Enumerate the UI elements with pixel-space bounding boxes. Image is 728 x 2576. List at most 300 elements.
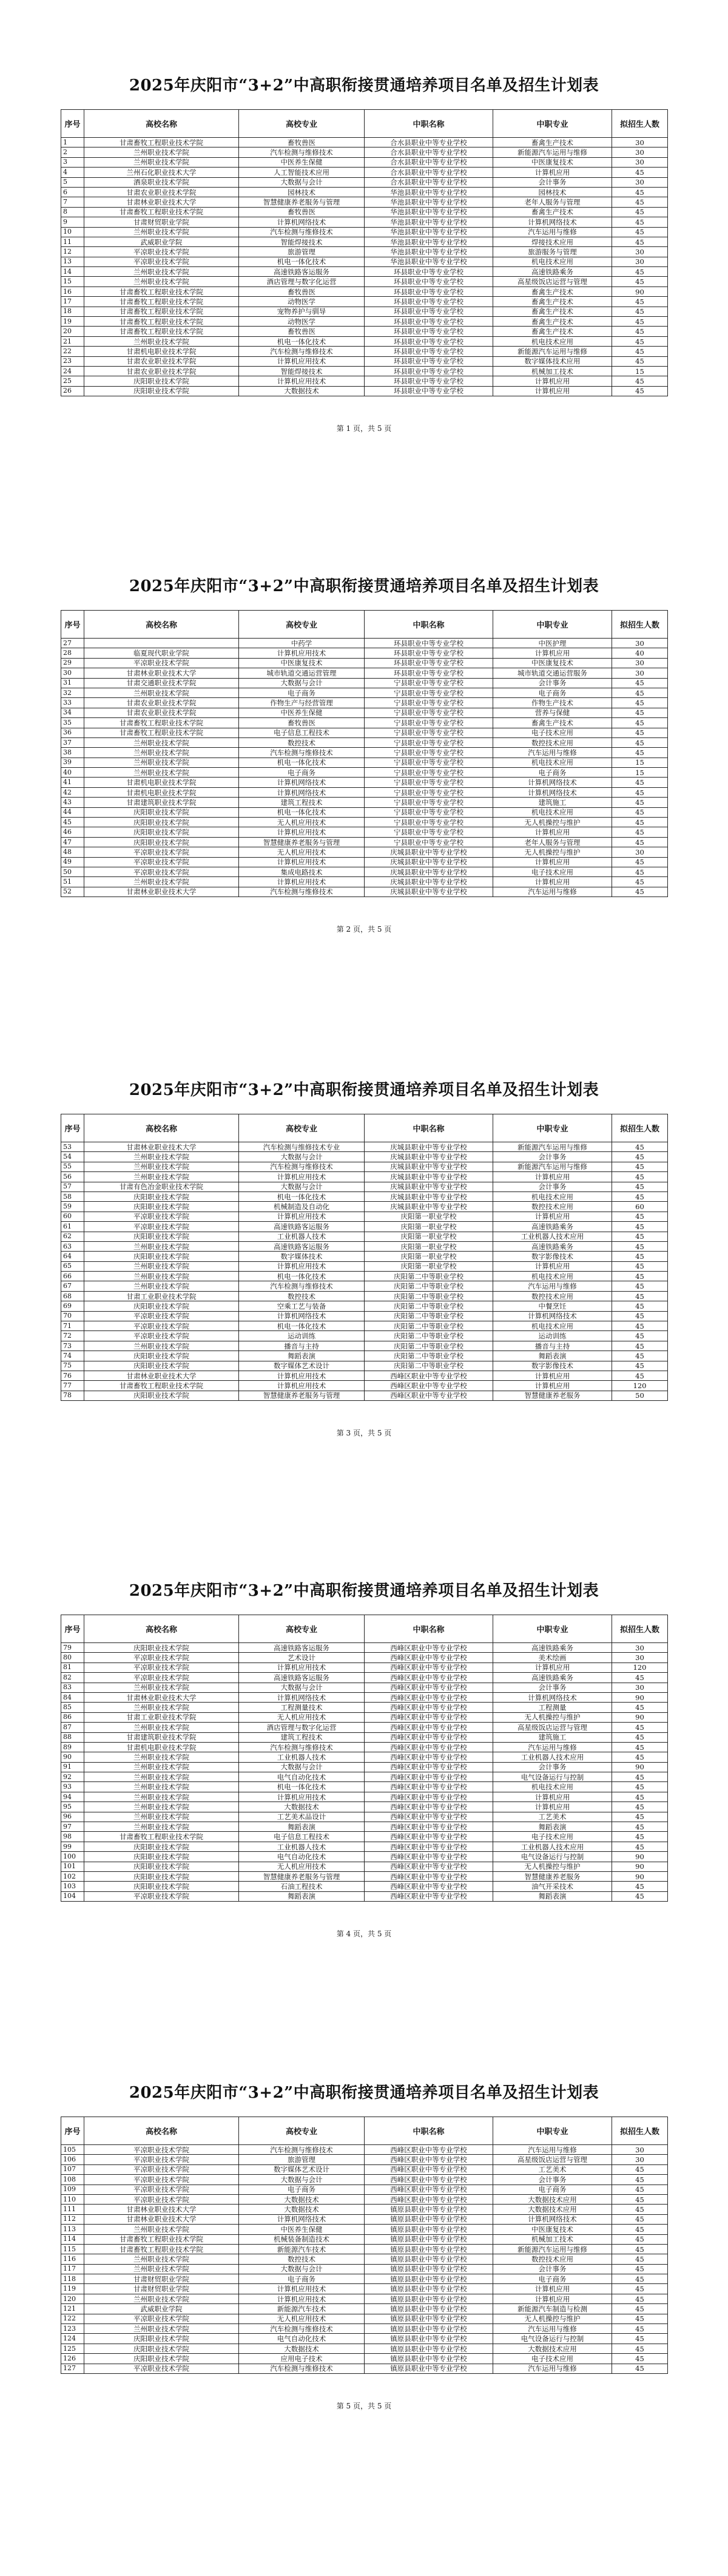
cell-school-major: 计算机应用 (493, 2294, 612, 2303)
column-header-college: 高校名称 (84, 110, 239, 138)
cell-college: 兰州职业技术学院 (84, 1341, 239, 1351)
cell-college-major: 空乘工艺与装备 (239, 1301, 365, 1311)
cell-school-major: 机电技术应用 (493, 1782, 612, 1792)
cell-school: 西峰区职业中等专业学校 (365, 1782, 493, 1792)
cell-college-major: 无人机应用技术 (239, 1862, 365, 1871)
table-row (61, 1321, 668, 1331)
cell-college: 庆阳职业技术学院 (84, 1643, 239, 1653)
cell-school: 西峰区职业中等专业学校 (365, 1673, 493, 1683)
cell-no: 81 (61, 1663, 84, 1672)
page-footer: 第 3 页，共 5 页 (336, 1429, 392, 1437)
cell-school-major: 汽车运用与维修 (493, 2364, 612, 2373)
cell-no: 39 (61, 758, 84, 767)
cell-school: 宁县职业中等专业学校 (365, 827, 493, 837)
cell-college-major: 园林技术 (239, 187, 365, 197)
page-footer: 第 2 页，共 5 页 (336, 925, 392, 934)
cell-no: 4 (61, 168, 84, 177)
table-row (61, 2264, 668, 2274)
cell-quota: 45 (612, 297, 668, 307)
cell-quota: 45 (612, 1752, 668, 1762)
table-row (61, 778, 668, 787)
table-row (61, 2175, 668, 2185)
cell-school-major: 焊接技术应用 (493, 237, 612, 246)
cell-college-major: 汽车检测与维修技术专业 (239, 1142, 365, 1152)
cell-no: 24 (61, 366, 84, 376)
cell-college-major: 中医养生保健 (239, 708, 365, 717)
cell-school: 镇原县职业中等专业学校 (365, 2354, 493, 2364)
cell-school-major: 计算机应用 (493, 1371, 612, 1380)
cell-no: 117 (61, 2264, 84, 2274)
cell-college: 平凉职业技术学院 (84, 1222, 239, 1232)
cell-school-major: 会计事务 (493, 177, 612, 187)
table-row (61, 787, 668, 797)
cell-college: 甘肃畜牧工程职业技术学院 (84, 207, 239, 217)
cell-school-major: 无人机操控与维护 (493, 847, 612, 857)
table-row (61, 1212, 668, 1221)
cell-school-major: 大数据技术应用 (493, 2344, 612, 2353)
page-footer: 第 4 页，共 5 页 (336, 1930, 392, 1938)
cell-college-major: 舞蹈表演 (239, 1351, 365, 1361)
cell-college-major: 大数据与会计 (239, 1182, 365, 1191)
cell-quota: 45 (612, 1891, 668, 1901)
column-header-school-major: 中职专业 (493, 1615, 612, 1643)
cell-college-major: 大数据与会计 (239, 177, 365, 187)
cell-quota: 45 (612, 688, 668, 697)
cell-school-major: 计算机应用 (493, 648, 612, 658)
cell-college: 兰州职业技术学院 (84, 1703, 239, 1712)
cell-school: 华池县职业中等专业学校 (365, 207, 493, 217)
cell-quota: 45 (612, 1772, 668, 1782)
table-row (61, 1391, 668, 1400)
enrollment-plan-table (61, 610, 668, 897)
cell-no: 87 (61, 1723, 84, 1732)
cell-college-major: 计算机应用技术 (239, 648, 365, 658)
cell-school: 庆城县职业中等专业学校 (365, 1191, 493, 1201)
page-title: 2025年庆阳市“3+2”中高职衔接贯通培养项目名单及招生计划表 (129, 1582, 599, 1600)
cell-quota: 50 (612, 1391, 668, 1400)
cell-quota: 45 (612, 187, 668, 197)
cell-quota: 30 (612, 1683, 668, 1692)
cell-school-major: 计算机网络技术 (493, 778, 612, 787)
table-row (61, 837, 668, 847)
cell-college: 庆阳职业技术学院 (84, 1191, 239, 1201)
column-header-school-major: 中职专业 (493, 110, 612, 138)
cell-college-major: 计算机应用技术 (239, 1663, 365, 1672)
cell-school-major: 城市轨道交通运营服务 (493, 668, 612, 678)
cell-no: 46 (61, 827, 84, 837)
cell-quota: 45 (612, 197, 668, 207)
table-row (61, 1361, 668, 1371)
cell-school: 宁县职业中等专业学校 (365, 787, 493, 797)
cell-college-major: 计算机应用技术 (239, 2294, 365, 2303)
cell-college-major: 大数据技术 (239, 2205, 365, 2214)
cell-no: 18 (61, 307, 84, 316)
table-row (61, 1371, 668, 1380)
cell-school: 环县职业中等专业学校 (365, 386, 493, 396)
cell-college-major: 计算机网络技术 (239, 2214, 365, 2224)
cell-college-major: 畜牧兽医 (239, 207, 365, 217)
cell-no: 124 (61, 2334, 84, 2344)
cell-college-major: 汽车检测与维修技术 (239, 1281, 365, 1291)
cell-school: 西峰区职业中等专业学校 (365, 2164, 493, 2174)
cell-quota: 30 (612, 847, 668, 857)
table-row (61, 2344, 668, 2353)
column-header-school-major: 中职专业 (493, 2117, 612, 2145)
cell-school-major: 计算机应用 (493, 168, 612, 177)
cell-school: 宁县职业中等专业学校 (365, 698, 493, 708)
cell-college: 平凉职业技术学院 (84, 1891, 239, 1901)
column-header-college: 高校名称 (84, 1114, 239, 1142)
cell-school-major: 中医康复技术 (493, 157, 612, 167)
page-footer: 第 1 页，共 5 页 (336, 424, 392, 433)
cell-quota: 45 (612, 2344, 668, 2353)
table-row (61, 257, 668, 266)
table-row (61, 1792, 668, 1802)
cell-college: 甘肃畜牧工程职业技术学院 (84, 317, 239, 327)
cell-quota: 45 (612, 267, 668, 277)
cell-school: 西峰区职业中等专业学校 (365, 2194, 493, 2204)
table-row (61, 138, 668, 147)
page-title: 2025年庆阳市“3+2”中高职衔接贯通培养项目名单及招生计划表 (129, 76, 599, 95)
table-row (61, 1663, 668, 1672)
cell-school: 镇原县职业中等专业学校 (365, 2324, 493, 2334)
cell-college-major: 电子商务 (239, 688, 365, 697)
cell-no: 67 (61, 1281, 84, 1291)
cell-no: 22 (61, 347, 84, 356)
table-row (61, 247, 668, 257)
cell-no: 123 (61, 2324, 84, 2334)
cell-no: 116 (61, 2254, 84, 2264)
cell-college: 兰州职业技术学院 (84, 227, 239, 237)
table-row (61, 1832, 668, 1842)
cell-school-major: 畜禽生产技术 (493, 327, 612, 336)
cell-school-major: 中餐烹饪 (493, 1301, 612, 1311)
cell-no: 44 (61, 807, 84, 817)
cell-college-major: 大数据技术 (239, 386, 365, 396)
cell-college-major: 无人机应用技术 (239, 847, 365, 857)
column-header-no: 序号 (61, 2117, 84, 2145)
cell-school: 镇原县职业中等专业学校 (365, 2274, 493, 2284)
cell-school-major: 无人机操控与维护 (493, 1712, 612, 1722)
cell-school: 环县职业中等专业学校 (365, 317, 493, 327)
cell-college-major: 大数据与会计 (239, 1683, 365, 1692)
table-row (61, 768, 668, 778)
cell-college: 兰州职业技术学院 (84, 1281, 239, 1291)
table-row (61, 297, 668, 307)
cell-school-major: 中医康复技术 (493, 2225, 612, 2234)
cell-college-major: 智能焊接技术 (239, 237, 365, 246)
cell-quota: 30 (612, 1643, 668, 1653)
cell-quota: 45 (612, 336, 668, 346)
cell-school-major: 畜禽生产技术 (493, 317, 612, 327)
cell-college-major: 计算机网络技术 (239, 1311, 365, 1321)
cell-school: 环县职业中等专业学校 (365, 648, 493, 658)
cell-no: 9 (61, 217, 84, 227)
table-row (61, 1351, 668, 1361)
cell-college-major: 人工智能技术应用 (239, 168, 365, 177)
cell-no: 29 (61, 658, 84, 668)
cell-college-major: 无人机应用技术 (239, 818, 365, 827)
column-header-college: 高校名称 (84, 2117, 239, 2145)
cell-college-major: 计算机应用技术 (239, 1371, 365, 1380)
cell-quota: 90 (612, 1692, 668, 1702)
cell-quota: 45 (612, 1252, 668, 1261)
table-row (61, 758, 668, 767)
cell-quota: 30 (612, 138, 668, 147)
cell-no: 90 (61, 1752, 84, 1762)
cell-college-major: 大数据与会计 (239, 2175, 365, 2185)
cell-college-major: 计算机网络技术 (239, 1692, 365, 1702)
cell-college-major: 数字媒体艺术设计 (239, 2164, 365, 2174)
cell-no: 126 (61, 2354, 84, 2364)
cell-no: 109 (61, 2185, 84, 2194)
cell-school: 宁县职业中等专业学校 (365, 818, 493, 827)
cell-quota: 45 (612, 1341, 668, 1351)
cell-school: 西峰区职业中等专业学校 (365, 1643, 493, 1653)
cell-school: 西峰区职业中等专业学校 (365, 1762, 493, 1772)
cell-no: 65 (61, 1261, 84, 1271)
table-row (61, 217, 668, 227)
cell-no: 74 (61, 1351, 84, 1361)
cell-school: 华池县职业中等专业学校 (365, 247, 493, 257)
cell-school: 镇原县职业中等专业学校 (365, 2304, 493, 2314)
cell-college-major: 高速铁路客运服务 (239, 1673, 365, 1683)
cell-school: 西峰区职业中等专业学校 (365, 2145, 493, 2155)
cell-school: 宁县职业中等专业学校 (365, 768, 493, 778)
cell-school: 西峰区职业中等专业学校 (365, 2185, 493, 2194)
cell-school: 合水县职业中等专业学校 (365, 147, 493, 157)
cell-college: 兰州职业技术学院 (84, 2294, 239, 2303)
table-row (61, 1152, 668, 1162)
cell-college-major: 计算机应用技术 (239, 877, 365, 887)
column-header-college-major: 高校专业 (239, 1114, 365, 1142)
cell-school: 庆阳第二中等职业学校 (365, 1281, 493, 1291)
cell-no: 99 (61, 1842, 84, 1851)
cell-school: 环县职业中等专业学校 (365, 376, 493, 386)
cell-college-major: 新能源汽车技术 (239, 2244, 365, 2254)
cell-college: 武威职业学院 (84, 2304, 239, 2314)
cell-college: 甘肃财贸职业学院 (84, 2284, 239, 2294)
table-row (61, 1673, 668, 1683)
cell-no: 28 (61, 648, 84, 658)
cell-school-major: 新能源汽车运用与维修 (493, 1162, 612, 1171)
cell-no: 40 (61, 768, 84, 778)
cell-school-major: 汽车运用与维修 (493, 1742, 612, 1752)
cell-college-major: 机电一体化技术 (239, 758, 365, 767)
cell-no: 106 (61, 2155, 84, 2164)
cell-quota: 45 (612, 877, 668, 887)
cell-college-major: 电气自动化技术 (239, 1852, 365, 1862)
cell-college: 甘肃林业职业技术大学 (84, 197, 239, 207)
cell-no: 83 (61, 1683, 84, 1692)
cell-quota: 45 (612, 1842, 668, 1851)
cell-college: 兰州职业技术学院 (84, 2264, 239, 2274)
cell-college-major: 工程测量技术 (239, 1703, 365, 1712)
cell-school: 庆阳第二中等职业学校 (365, 1321, 493, 1331)
table-row (61, 877, 668, 887)
column-header-college-major: 高校专业 (239, 611, 365, 639)
cell-quota: 45 (612, 1331, 668, 1341)
cell-school-major: 数字影像技术 (493, 1361, 612, 1371)
cell-school-major: 电子技术应用 (493, 1832, 612, 1842)
cell-no: 103 (61, 1882, 84, 1891)
cell-school: 庆阳第二中等职业学校 (365, 1311, 493, 1321)
cell-school-major: 机电技术应用 (493, 1321, 612, 1331)
cell-no: 119 (61, 2284, 84, 2294)
cell-quota: 45 (612, 2244, 668, 2254)
cell-college: 兰州职业技术学院 (84, 1782, 239, 1792)
cell-no: 32 (61, 688, 84, 697)
table-row (61, 1291, 668, 1301)
cell-school: 西峰区职业中等专业学校 (365, 1653, 493, 1663)
table-row (61, 1301, 668, 1311)
cell-college-major: 工业机器人技术 (239, 1842, 365, 1851)
table-row (61, 1882, 668, 1891)
cell-school-major: 电气设备运行与控制 (493, 2334, 612, 2344)
cell-college: 甘肃农业职业技术学院 (84, 356, 239, 366)
cell-quota: 45 (612, 386, 668, 396)
cell-school-major: 电子商务 (493, 2185, 612, 2194)
table-row (61, 688, 668, 697)
cell-school: 镇原县职业中等专业学校 (365, 2334, 493, 2344)
cell-school: 合水县职业中等专业学校 (365, 168, 493, 177)
table-row (61, 668, 668, 678)
cell-school: 宁县职业中等专业学校 (365, 737, 493, 747)
table-row (61, 1862, 668, 1871)
cell-college: 兰州职业技术学院 (84, 1822, 239, 1832)
cell-college: 甘肃有色冶金职业技术学院 (84, 1182, 239, 1191)
cell-quota: 90 (612, 1852, 668, 1862)
cell-college-major: 智慧健康养老服务与管理 (239, 1391, 365, 1400)
cell-college-major: 高速铁路客运服务 (239, 1643, 365, 1653)
cell-college-major: 畜牧兽医 (239, 138, 365, 147)
cell-college: 平凉职业技术学院 (84, 2155, 239, 2164)
cell-quota: 30 (612, 257, 668, 266)
cell-school-major: 机电技术应用 (493, 257, 612, 266)
cell-college-major: 酒店管理与数字化运营 (239, 277, 365, 286)
table-row (61, 1723, 668, 1732)
cell-college: 甘肃机电职业技术学院 (84, 787, 239, 797)
cell-college: 平凉职业技术学院 (84, 247, 239, 257)
cell-school-major: 汽车运用与维修 (493, 2145, 612, 2155)
table-row (61, 1762, 668, 1772)
cell-quota: 45 (612, 1212, 668, 1221)
cell-no: 61 (61, 1222, 84, 1232)
cell-college-major: 计算机应用技术 (239, 1792, 365, 1802)
cell-no: 19 (61, 317, 84, 327)
column-header-school: 中职名称 (365, 611, 493, 639)
enrollment-plan-table (61, 1114, 668, 1401)
cell-college-major: 旅游管理 (239, 2155, 365, 2164)
cell-no: 64 (61, 1252, 84, 1261)
cell-quota: 30 (612, 668, 668, 678)
cell-quota: 15 (612, 366, 668, 376)
cell-school-major: 舞蹈表演 (493, 1891, 612, 1901)
cell-no: 77 (61, 1381, 84, 1391)
table-row (61, 1331, 668, 1341)
cell-college-major: 计算机应用技术 (239, 2284, 365, 2294)
cell-school-major: 电子技术应用 (493, 2354, 612, 2364)
cell-no: 96 (61, 1812, 84, 1822)
cell-no: 1 (61, 138, 84, 147)
cell-quota: 45 (612, 2214, 668, 2224)
cell-quota: 30 (612, 658, 668, 668)
cell-school-major: 无人机操控与维护 (493, 1862, 612, 1871)
column-header-college: 高校名称 (84, 611, 239, 639)
cell-school-major: 电子技术应用 (493, 867, 612, 876)
cell-school: 华池县职业中等专业学校 (365, 187, 493, 197)
cell-college: 兰州职业技术学院 (84, 336, 239, 346)
cell-college: 平凉职业技术学院 (84, 1331, 239, 1341)
cell-no: 21 (61, 336, 84, 346)
table-header-row (61, 1615, 668, 1643)
cell-college-major: 中医康复技术 (239, 658, 365, 668)
table-row (61, 1683, 668, 1692)
cell-school-major: 畜禽生产技术 (493, 307, 612, 316)
cell-school: 镇原县职业中等专业学校 (365, 2254, 493, 2264)
cell-college: 甘肃畜牧工程职业技术学院 (84, 327, 239, 336)
table-row (61, 2324, 668, 2334)
cell-quota: 45 (612, 347, 668, 356)
table-row (61, 1311, 668, 1321)
cell-no: 54 (61, 1152, 84, 1162)
cell-quota: 45 (612, 857, 668, 867)
table-row (61, 1191, 668, 1201)
cell-quota: 45 (612, 2324, 668, 2334)
table-row (61, 1852, 668, 1862)
cell-no: 51 (61, 877, 84, 887)
cell-college: 平凉职业技术学院 (84, 2145, 239, 2155)
cell-school-major: 机电技术应用 (493, 1272, 612, 1281)
cell-school-major: 计算机应用 (493, 1172, 612, 1182)
cell-school-major: 畜禽生产技术 (493, 207, 612, 217)
cell-college-major: 大数据与会计 (239, 678, 365, 688)
cell-quota: 30 (612, 1653, 668, 1663)
cell-school-major: 油气开采技术 (493, 1882, 612, 1891)
cell-quota: 45 (612, 227, 668, 237)
cell-no: 12 (61, 247, 84, 257)
cell-school: 庆阳第一职业学校 (365, 1232, 493, 1241)
table-row (61, 2294, 668, 2303)
cell-college-major: 石油工程技术 (239, 1882, 365, 1891)
cell-quota: 45 (612, 1361, 668, 1371)
cell-school-major: 计算机应用 (493, 2284, 612, 2294)
cell-no: 101 (61, 1862, 84, 1871)
cell-school-major: 新能源汽车运用与维修 (493, 2244, 612, 2254)
cell-college-major: 大数据技术 (239, 2194, 365, 2204)
cell-school-major: 数字媒体技术应用 (493, 356, 612, 366)
table-row (61, 2254, 668, 2264)
cell-no: 86 (61, 1712, 84, 1722)
cell-college-major: 数字媒体技术 (239, 1252, 365, 1261)
cell-school-major: 畜禽生产技术 (493, 718, 612, 728)
cell-college-major: 工业机器人技术 (239, 1232, 365, 1241)
cell-college: 甘肃畜牧工程职业技术学院 (84, 307, 239, 316)
cell-school: 西峰区职业中等专业学校 (365, 1683, 493, 1692)
column-header-quota: 拟招生人数 (612, 1114, 668, 1142)
cell-school-major: 会计事务 (493, 1182, 612, 1191)
cell-school-major: 舞蹈表演 (493, 1351, 612, 1361)
cell-college: 甘肃畜牧工程职业技术学院 (84, 2234, 239, 2244)
cell-quota: 45 (612, 2304, 668, 2314)
cell-no: 75 (61, 1361, 84, 1371)
cell-school-major: 旅游服务与管理 (493, 247, 612, 257)
table-row (61, 658, 668, 668)
cell-college: 甘肃畜牧工程职业技术学院 (84, 138, 239, 147)
cell-school-major: 数控技术应用 (493, 1291, 612, 1301)
cell-college: 甘肃工业职业技术学院 (84, 1712, 239, 1722)
cell-no: 114 (61, 2234, 84, 2244)
